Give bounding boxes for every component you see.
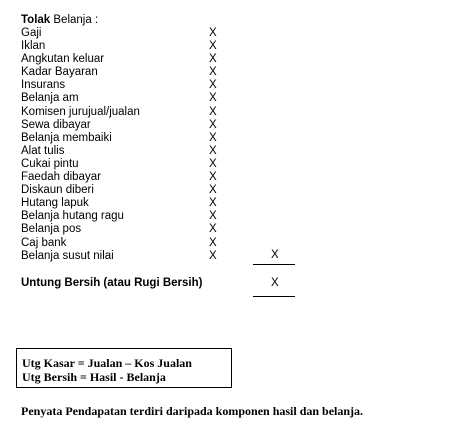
expense-list xyxy=(21,27,231,263)
expense-mark: X xyxy=(209,249,217,262)
list-item xyxy=(21,184,231,197)
formula-box xyxy=(16,348,232,388)
expense-mark: X xyxy=(209,66,217,79)
expense-mark: X xyxy=(209,144,217,157)
expense-label: Belanja susut nilai xyxy=(21,249,114,262)
expense-label: Alat tulis xyxy=(21,144,65,157)
expense-mark: X xyxy=(209,118,217,131)
list-item xyxy=(21,40,231,53)
expense-label: Komisen jurujual/jualan xyxy=(21,105,140,118)
expense-label: Sewa dibayar xyxy=(21,118,91,131)
expense-mark: X xyxy=(209,184,217,197)
net-profit-underline xyxy=(253,296,295,297)
list-item xyxy=(21,171,231,184)
list-item xyxy=(21,210,231,223)
expense-mark: X xyxy=(209,197,217,210)
list-item xyxy=(21,66,231,79)
list-item xyxy=(21,92,231,105)
total-expenses-mark: X xyxy=(271,249,279,261)
net-profit-label: Untung Bersih (atau Rugi Bersih) xyxy=(21,277,203,289)
list-item xyxy=(21,27,231,40)
expense-mark: X xyxy=(209,236,217,249)
expense-mark: X xyxy=(209,79,217,92)
net-profit-formula: Utg Bersih = Hasil - Belanja xyxy=(22,370,166,384)
expense-mark: X xyxy=(209,157,217,170)
list-item xyxy=(21,119,231,132)
expense-label: Belanja membaiki xyxy=(21,131,112,144)
list-item xyxy=(21,145,231,158)
list-item xyxy=(21,250,231,263)
expense-mark: X xyxy=(209,171,217,184)
expense-mark: X xyxy=(209,223,217,236)
expense-label: Caj bank xyxy=(21,236,67,249)
list-item xyxy=(21,53,231,66)
list-item xyxy=(21,79,231,92)
expense-label: Kadar Bayaran xyxy=(21,66,98,79)
expense-mark: X xyxy=(209,92,217,105)
footer-note: Penyata Pendapatan terdiri daripada komponen hasil dan belanja. xyxy=(21,404,364,418)
expense-mark: X xyxy=(209,131,217,144)
expense-label: Cukai pintu xyxy=(21,157,79,170)
list-item xyxy=(21,237,231,250)
net-profit-mark: X xyxy=(271,277,279,289)
list-item xyxy=(21,106,231,119)
expense-label: Diskaun diberi xyxy=(21,184,94,197)
expense-mark: X xyxy=(209,53,217,66)
list-item xyxy=(21,132,231,145)
expense-mark: X xyxy=(209,105,217,118)
list-item xyxy=(21,223,231,236)
section-title xyxy=(21,13,98,27)
list-item xyxy=(21,158,231,171)
title-rest: Belanja : xyxy=(50,14,99,26)
expense-mark: X xyxy=(209,27,217,39)
expense-label: Insurans xyxy=(21,79,66,92)
total-underline xyxy=(253,264,295,265)
expense-label: Belanja pos xyxy=(21,223,82,236)
expense-label: Angkutan keluar xyxy=(21,53,105,66)
expense-label: Belanja hutang ragu xyxy=(21,210,124,223)
list-item xyxy=(21,197,231,210)
expense-label: Faedah dibayar xyxy=(21,171,101,184)
expense-mark: X xyxy=(209,210,217,223)
expense-label: Belanja am xyxy=(21,92,79,105)
gross-profit-formula: Utg Kasar = Jualan – Kos Jualan xyxy=(22,356,192,370)
expense-label: Iklan xyxy=(21,40,46,53)
expense-label: Gaji xyxy=(21,27,42,39)
expense-label: Hutang lapuk xyxy=(21,197,89,210)
title-bold: Tolak xyxy=(21,14,51,26)
expense-mark: X xyxy=(209,40,217,53)
